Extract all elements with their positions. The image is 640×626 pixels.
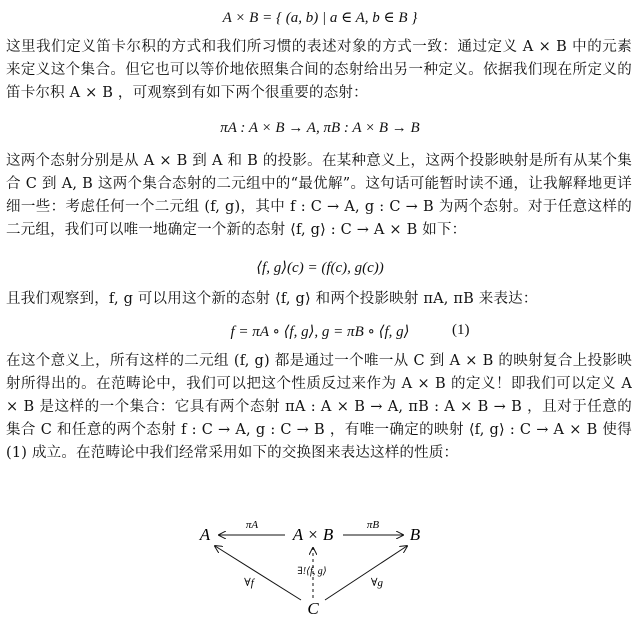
paragraph-4: 在这个意义上，所有这样的二元组 (f, g) 都是通过一个唯一从 C 到 A × B 的映射复合上投影映射所得出的。在范畴论中，我们可以把这个性质反过来作为 A × B 的定义！即我们可以定义 A × B 是这样的一个集合：它具有两个态射 πA : A × B → A, πB : A × B → B ，且对于任意的集合 C 和任意的两个态射 f : C → A, g : C → B ，有唯一确定的映射 ⟨f, g⟩ : C → A × B 使得 (1) 成立。在范畴论中我们经常采用如下的交换图来表达这样的性质： <box>6 353 632 461</box>
equation-factorization <box>0 322 640 341</box>
equation-pair-def: ⟨f, g⟩(c) = (f(c), g(c)) <box>256 260 384 276</box>
arrow-forall-f <box>215 546 301 600</box>
label-forall-g: ∀g <box>370 577 384 589</box>
diagram-node-c: C <box>307 599 319 618</box>
diagram-node-a: A <box>199 525 211 544</box>
diagram-node-axb: A × B <box>292 525 334 544</box>
equation-factorization-body: f = πA ∘ ⟨f, g⟩, g = πB ∘ ⟨f, g⟩ <box>230 324 410 340</box>
label-unique-pair: ∃!⟨f, g⟩ <box>297 566 327 577</box>
paragraph-2: 这两个态射分别是从 A × B 到 A 和 B 的投影。在某种意义上，这两个投影映射是所有从某个集合 C 到 A, B 这两个集合态射的二元组中的“最优解”。这句话可能暂时读不通，让我解释地更详细一些：考虑任何一个二元组 (f, g)，其中 f : C → A, g : C → B 为两个态射。对于任意这样的二元组，我们可以唯一地确定一个新的态射 ⟨f, g⟩ : C → A × B 如下： <box>6 153 632 238</box>
arrow-forall-g <box>325 546 407 600</box>
paragraph-3: 且我们观察到，f, g 可以用这个新的态射 ⟨f, g⟩ 和两个投影映射 πA, πB 来表达： <box>6 291 538 307</box>
label-forall-f: ∀f <box>244 577 254 589</box>
label-pi-b: πB <box>366 519 380 531</box>
equation-product-set: A × B = { (a, b) | a ∈ A, b ∈ B } <box>222 10 418 26</box>
diagram-node-b: B <box>409 525 421 544</box>
equation-number: (1) <box>452 322 470 338</box>
label-pi-a: πA <box>245 519 259 531</box>
paragraph-1: 这里我们定义笛卡尔积的方式和我们所习惯的表述对象的方式一致：通过定义 A × B 中的元素来定义这个集合。但它也可以等价地依照集合间的态射给出另一种定义。依据我们现在所定义的笛卡尔积 A × B ，可观察到有如下两个很重要的态射： <box>6 39 632 101</box>
commutative-diagram <box>195 512 435 624</box>
equation-projections: πA : A × B → A, πB : A × B → B <box>220 120 420 136</box>
